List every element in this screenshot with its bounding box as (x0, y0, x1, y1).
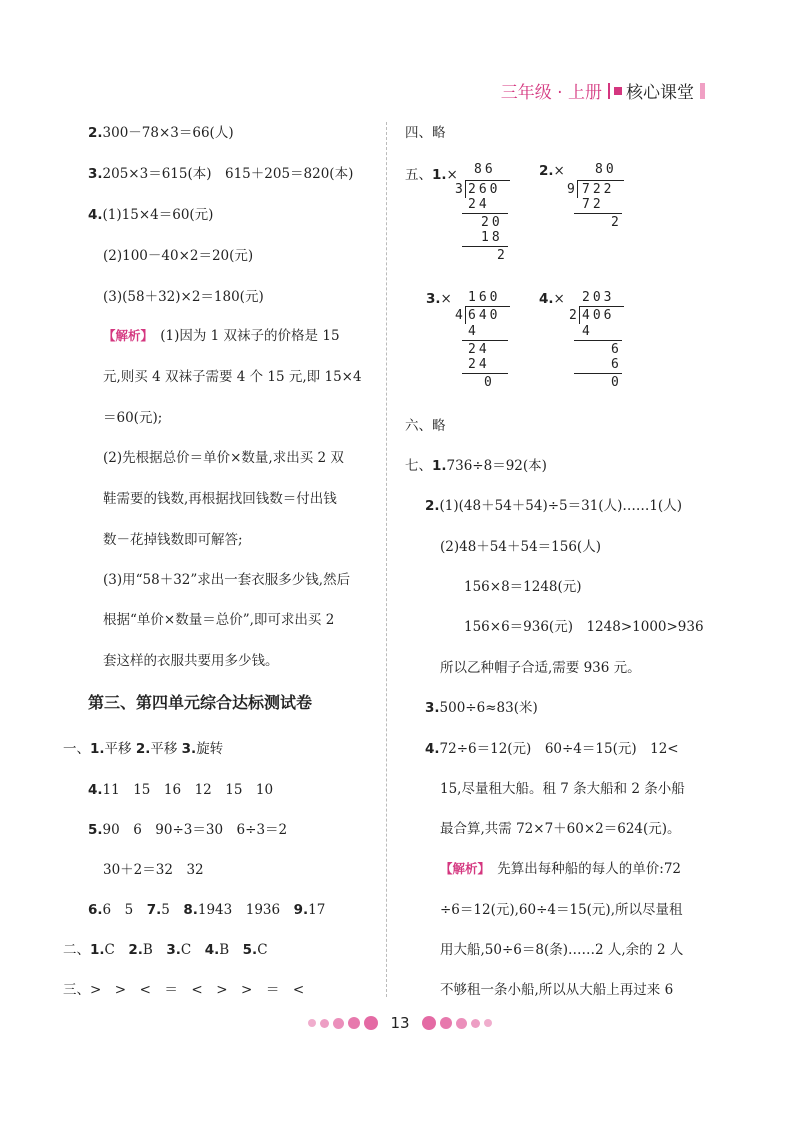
answer-line: 三、> > < ＝ < > > ＝ < (63, 982, 305, 998)
divisor: 4 (455, 308, 463, 323)
answer-line: 4.× (539, 291, 565, 307)
analysis-tag: 【解析】 (440, 861, 484, 876)
answer-line: 156×6＝936(元) 1248>1000>936 (464, 619, 704, 635)
book-title: 核心课堂 (626, 83, 694, 103)
header-divider (608, 83, 610, 99)
answer-line: 四、略 (405, 125, 446, 141)
answer-line: 2.× (539, 163, 565, 179)
answer-line: 3.205×3＝615(本) 615＋205＝820(本) (88, 166, 354, 182)
division-line (574, 340, 622, 341)
step: 4 (468, 324, 476, 339)
answer-line: 6.6 5 7.5 8.1943 1936 9.17 (88, 902, 326, 918)
dividend: 722 (582, 182, 615, 197)
answer-line: (2)100－40×2＝20(元) (103, 248, 254, 264)
step: 2 (497, 248, 505, 263)
step: 24 (468, 197, 490, 212)
divisor: 3 (455, 182, 463, 197)
dot-icon (456, 1018, 467, 1029)
section-title: 第三、第四单元综合达标测试卷 (88, 693, 313, 712)
quotient: 86 (474, 162, 496, 177)
answer-line: 2.(1)(48＋54＋54)÷5＝31(人)……1(人) (425, 498, 682, 514)
answer-line: 二、1.C 2.B 3.C 4.B 5.C (63, 942, 268, 958)
answer-line: 所以乙种帽子合适,需要 936 元。 (440, 660, 641, 676)
analysis-tag: 【解析】 (103, 328, 147, 343)
answer-line: 5.90 6 90÷3＝30 6÷3＝2 (88, 822, 288, 838)
step: 6 (611, 342, 619, 357)
divisor: 2 (569, 308, 577, 323)
step: 0 (484, 375, 492, 390)
step: 20 (481, 215, 503, 230)
division-line (574, 373, 622, 374)
page-header (501, 78, 705, 103)
division-line (462, 373, 508, 374)
page-number: 13 (390, 1014, 410, 1032)
answer-line: 3.500÷6≈83(米) (425, 700, 538, 716)
dot-icon (348, 1017, 360, 1029)
answer-line: 4.72÷6＝12(元) 60÷4＝15(元) 12< (425, 741, 679, 757)
grade-label: 三年级 · 上册 (500, 83, 602, 103)
answer-line: 五、1.× (405, 167, 458, 183)
page-footer (0, 1014, 800, 1032)
answer-line: 一、1.平移 2.平移 3.旋转 (63, 741, 224, 757)
answer-line: 六、略 (405, 418, 446, 434)
answer-line: 4.11 15 16 12 15 10 (88, 782, 274, 798)
answer-line: 4.(1)15×4＝60(元) (88, 207, 214, 223)
step: 2 (611, 215, 619, 230)
dot-icon (320, 1019, 329, 1028)
step: 18 (481, 230, 503, 245)
quotient: 160 (468, 290, 501, 305)
dot-icon (471, 1019, 480, 1028)
dot-icon (422, 1016, 436, 1030)
answer-line: 15,尽量租大船。租 7 条大船和 2 条小船 (440, 781, 685, 797)
dividend: 260 (468, 182, 501, 197)
quotient: 203 (582, 290, 615, 305)
header-bar-icon (700, 83, 705, 99)
step: 0 (611, 375, 619, 390)
answer-line: 最合算,共需 72×7＋60×2＝624(元)。 (440, 821, 681, 837)
step: 24 (468, 357, 490, 372)
dot-icon (333, 1018, 344, 1029)
dividend: 406 (582, 308, 615, 323)
division-line (574, 213, 622, 214)
division-line (462, 340, 508, 341)
answer-line: (2)48＋54＋54＝156(人) (440, 539, 601, 555)
dividend: 640 (468, 308, 501, 323)
answer-line: (3)(58＋32)×2＝180(元) (103, 289, 264, 305)
answer-line: 2.300－78×3＝66(人) (88, 125, 234, 141)
divisor: 9 (567, 182, 575, 197)
division-line (462, 246, 508, 247)
answer-line: 3.× (426, 291, 452, 307)
dot-icon (440, 1017, 452, 1029)
step: 72 (582, 197, 604, 212)
answer-line: 156×8＝1248(元) (464, 579, 582, 595)
division-line (462, 213, 508, 214)
header-square-icon (614, 87, 622, 95)
dot-icon (308, 1019, 316, 1027)
step: 4 (582, 324, 590, 339)
answer-line: 七、1.736÷8＝92(本) (405, 458, 547, 474)
step: 6 (611, 357, 619, 372)
dot-icon (364, 1016, 378, 1030)
quotient: 80 (595, 162, 617, 177)
answer-line: 30＋2＝32 32 (103, 862, 204, 878)
step: 24 (468, 342, 490, 357)
column-divider (386, 122, 387, 997)
dot-icon (484, 1019, 492, 1027)
